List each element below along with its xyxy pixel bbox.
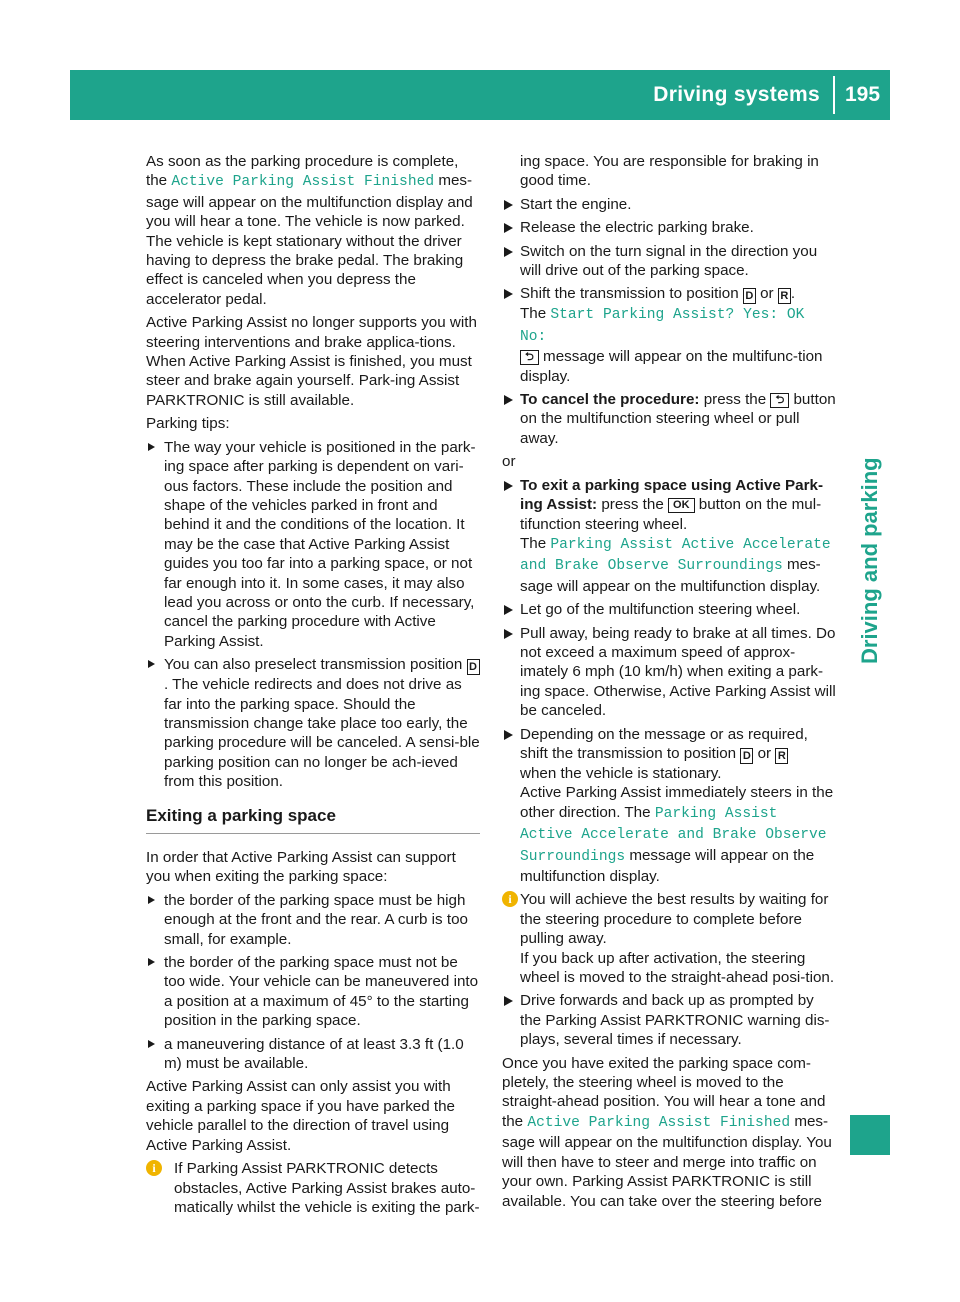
right-column [502, 152, 836, 1215]
step-item: Pull away, being ready to brake at all times. Do not exceed a maximum speed of approx-imately 6 mph (10 km/h) when exiting a park-ing space. Otherwise, Active Parking Assist will be canceled. [502, 624, 836, 721]
text: Active Parking Assist immediately steers in the other direction. The [520, 784, 834, 821]
text: mes-sage will appear on the multifunction display and you will hear a tone. The vehicle is now parked. The vehicle is kept stationary without the driver having to depress the brake pedal. The braking effect is canceled when you depress the accelerator pedal. [146, 172, 473, 308]
text: Shift the transmission to position [520, 285, 739, 303]
chapter-marker [850, 1115, 890, 1155]
text: when the vehicle is stationary. [520, 764, 722, 782]
step-item [502, 390, 836, 448]
info-icon: i [502, 891, 518, 907]
text: mes-sage will appear on the multifunction display. You will then have to steer and merge into traffic on your own. Parking Assist PARKTRONIC is still available. You can take over the steering before [502, 1112, 832, 1210]
text: message will appear on the multifunction display. [520, 846, 815, 885]
gear-d-icon: D [740, 748, 753, 764]
step-item: Release the electric parking brake. [502, 218, 836, 237]
text: As soon as the parking procedure is complete, the [146, 153, 459, 190]
header-bar [70, 70, 890, 120]
step-item: Switch on the turn signal in the direction you will drive out of the parking space. [502, 242, 836, 281]
paragraph [146, 152, 480, 309]
step-item: Drive forwards and back up as prompted by the Parking Assist PARKTRONIC warning dis-plays, several times if necessary. [502, 991, 836, 1049]
text: button on the multifunction steering wheel or pull away. [520, 391, 836, 447]
info-icon: i [146, 1160, 162, 1176]
text: Depending on the message or as required, shift the transmission to position [520, 725, 808, 762]
text: or [760, 285, 774, 303]
text: press the [601, 496, 664, 514]
text: button on the mul-tifunction steering wheel. [520, 496, 822, 533]
chapter-tab [850, 120, 890, 700]
text: The [520, 305, 547, 323]
page-number: 195 [845, 83, 881, 106]
back-button-icon: ⮌ [520, 350, 539, 365]
paragraph: or [502, 453, 516, 471]
header-divider [833, 76, 835, 114]
list-item: The way your vehicle is positioned in the park-ing space after parking is dependent on vari-ous factors. These include the position and shape of the vehicles parked in front and behind it and the conditions of the location. It may be the case that Active Parking Assist guides you too far into a parking space, or not far enough into it. In some cases, it may also lead you across or onto the curb. If necessary, cancel the parking procedure with Active Parking Assist. [146, 438, 480, 651]
gear-d-icon: D [743, 288, 756, 304]
display-message: Active Parking Assist Finished [527, 1114, 791, 1131]
display-message: Active Parking Assist Finished [171, 174, 435, 191]
list-item: a maneuvering distance of at least 3.3 ft (1.0 m) must be available. [146, 1035, 480, 1074]
text: You can also preselect transmission position [164, 656, 463, 674]
paragraph: Active Parking Assist no longer supports you with steering interventions and brake applica-tions. When Active Parking Assist is finished, you must steer and brake again yourself. Park-ing Assist PARKTRONIC is still available. [146, 314, 477, 409]
text: mes-sage will appear on the multifunction display. [520, 556, 821, 595]
left-column [146, 152, 480, 1221]
step-item [502, 476, 836, 596]
text: You will achieve the best results by waiting for the steering procedure to complete before pulling away. [520, 891, 829, 948]
step-item: Start the engine. [502, 195, 836, 214]
gear-d-icon: D [467, 659, 480, 675]
step-item [502, 725, 836, 887]
text: or [757, 744, 772, 762]
text: Once you have exited the parking space com-pletely, the steering wheel is moved to the straight-ahead position. You will hear a tone and the [502, 1054, 826, 1130]
list-item: the border of the parking space must be high enough at the front and the rear. A curb is too small, for example. [146, 891, 480, 949]
text: If you back up after activation, the steering wheel is moved to the straight-ahead posi-tion. [520, 949, 835, 987]
step-item: Shift the transmission to position D or R . The Start Parking Assist? Yes: OK No: ⮌ message will appear on the multifunc-tion display. [502, 284, 836, 386]
step-item: Let go of the multifunction steering wheel. [502, 600, 836, 619]
display-message: Parking Assist Active Accelerate and Brake Observe Surroundings [520, 805, 827, 865]
paragraph: In order that Active Parking Assist can support you when exiting the parking space: [146, 849, 456, 886]
ok-button-icon: OK [668, 498, 695, 513]
list-item [146, 655, 480, 791]
text: message will appear on the multifunc-tion display. [520, 348, 823, 385]
display-message: Parking Assist Active Accelerate and Brake Observe Surroundings [520, 536, 831, 575]
info-note [502, 890, 836, 987]
chapter-label: Driving and parking [857, 457, 882, 664]
text: If Parking Assist PARKTRONIC detects obstacles, Active Parking Assist brakes auto-matically whilst the vehicle is exiting the park- [174, 1160, 480, 1216]
text: press the [703, 391, 767, 409]
gear-r-icon: R [778, 288, 791, 304]
text: The [520, 534, 547, 552]
back-button-icon: ⮌ [770, 393, 789, 408]
text: To cancel the procedure: [520, 391, 700, 409]
paragraph: Parking tips: [146, 415, 230, 433]
paragraph: Active Parking Assist can only assist you with exiting a parking space if you have parked the vehicle parallel to the direction of travel using Active Parking Assist. [146, 1078, 456, 1154]
paragraph: ing space. You are responsible for braking in good time. [520, 153, 819, 190]
info-note [146, 1159, 480, 1217]
page-section-title: Driving systems [653, 83, 820, 106]
list-item: the border of the parking space must not be too wide. Your vehicle can be maneuvered into a position at a maximum of 45° to the starting position in the parking space. [146, 953, 480, 1031]
gear-r-icon: R [775, 748, 788, 764]
display-message: Start Parking Assist? Yes: OK No: [520, 307, 805, 345]
section-heading: Exiting a parking space [146, 806, 480, 834]
text: To exit a parking space using Active Park-ing Assist: [520, 476, 824, 514]
paragraph [502, 1054, 836, 1211]
text: . The vehicle redirects and does not drive as far into the parking space. Should the transmission change take place too early, the parking procedure will be canceled. A sensi-ble parking position can no longer be ach-ieved from this position. [164, 676, 480, 791]
